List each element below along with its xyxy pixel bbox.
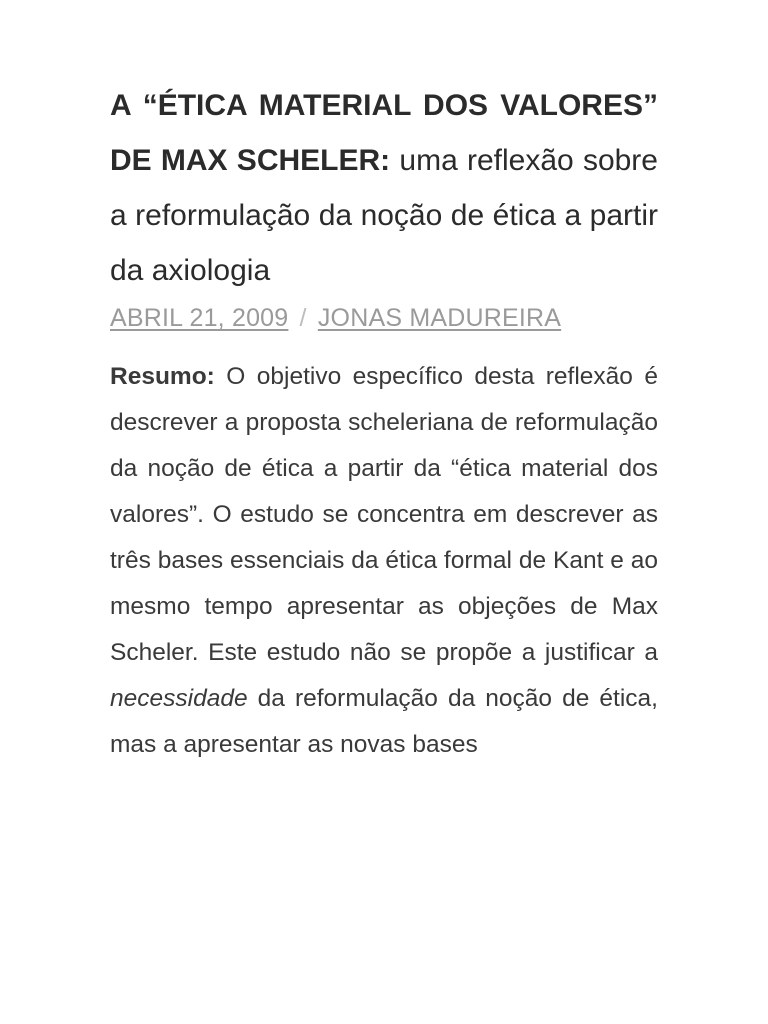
- article: [110, 78, 658, 793]
- abstract-text-part-2: da reformulação da noção de ética, mas a apresentar as novas bases: [110, 685, 658, 758]
- abstract-paragraph: [110, 354, 658, 768]
- article-title: [110, 78, 658, 298]
- abstract-text-part-1: O objetivo específico desta reflexão é descrever a proposta scheleriana de reformulação da noção de ética a partir da “ética material dos valores”. O estudo se concentra em descrever as três bases essenciais da ética formal de Kant e ao mesmo tempo apresentar as objeções de Max Scheler. Este estudo não se propõe a justificar a: [110, 363, 658, 666]
- post-meta: [110, 298, 658, 338]
- abstract-label: Resumo:: [110, 363, 215, 390]
- article-subtitle: uma reflexão sobre a reformulação da noção de ética a partir da axiologia: [110, 144, 658, 287]
- post-author-link[interactable]: JONAS MADUREIRA: [317, 304, 562, 332]
- post-date-link[interactable]: ABRIL 21, 2009: [110, 304, 289, 332]
- article-title-main: A “ÉTICA MATERIAL DOS VALORES” DE MAX SCHELER:: [110, 89, 658, 177]
- abstract-italic-term: necessidade: [110, 685, 248, 712]
- meta-separator: /: [299, 304, 307, 332]
